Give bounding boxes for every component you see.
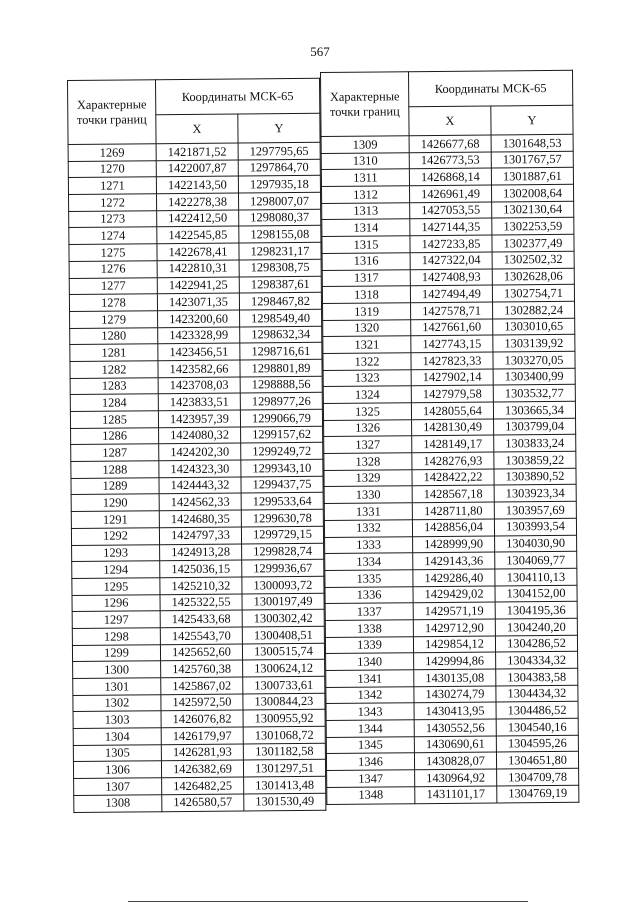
coord-y: 1303859,22 xyxy=(494,451,576,468)
coord-y: 1301887,61 xyxy=(491,168,573,185)
point-number: 1273 xyxy=(69,210,157,227)
coord-x: 1429286,40 xyxy=(413,569,495,586)
point-number: 1325 xyxy=(323,403,411,420)
point-number: 1339 xyxy=(325,636,413,653)
coord-y: 1303400,99 xyxy=(493,368,575,385)
coord-y: 1304434,32 xyxy=(496,685,578,702)
coord-y: 1299343,10 xyxy=(241,459,323,476)
coord-y: 1301068,72 xyxy=(243,726,325,743)
point-number: 1278 xyxy=(69,294,157,311)
coord-x: 1429429,02 xyxy=(413,586,495,603)
coord-x: 1423708,03 xyxy=(158,377,240,394)
coord-y: 1298080,37 xyxy=(239,209,321,226)
coord-y: 1298387,61 xyxy=(239,276,321,293)
coord-x: 1426580,57 xyxy=(162,794,244,811)
coord-x: 1423833,51 xyxy=(158,393,240,410)
coord-x: 1423200,60 xyxy=(158,310,240,327)
point-number: 1320 xyxy=(323,319,411,336)
coord-y: 1301297,51 xyxy=(243,760,325,777)
coord-x: 1428567,18 xyxy=(412,485,494,502)
point-number: 1277 xyxy=(69,277,157,294)
point-number: 1288 xyxy=(71,461,159,478)
coord-x: 1427661,60 xyxy=(411,319,493,336)
point-number: 1321 xyxy=(323,336,411,353)
coord-x: 1426076,82 xyxy=(161,710,243,727)
point-number: 1293 xyxy=(72,544,160,561)
coord-y: 1304069,77 xyxy=(495,551,577,568)
point-number: 1307 xyxy=(74,778,162,795)
coord-y: 1298007,07 xyxy=(238,192,320,209)
point-number: 1286 xyxy=(71,427,159,444)
coord-x: 1428149,17 xyxy=(412,435,494,452)
coord-x: 1427494,49 xyxy=(410,285,492,302)
coord-x: 1431101,17 xyxy=(415,786,497,803)
coord-y: 1297864,70 xyxy=(238,159,320,176)
point-number: 1281 xyxy=(70,344,158,361)
coord-y: 1303993,54 xyxy=(494,518,576,535)
coord-y: 1303270,05 xyxy=(493,351,575,368)
coord-y: 1302628,06 xyxy=(492,268,574,285)
coord-x: 1428422,22 xyxy=(412,469,494,486)
coord-y: 1304486,52 xyxy=(496,702,578,719)
coord-x: 1428055,64 xyxy=(411,402,493,419)
coord-x: 1427322,04 xyxy=(410,252,492,269)
coord-y: 1302253,59 xyxy=(492,218,574,235)
point-number: 1324 xyxy=(323,386,411,403)
table-row xyxy=(327,785,579,804)
coord-x: 1427144,35 xyxy=(410,218,492,235)
coord-x: 1428999,90 xyxy=(413,535,495,552)
coord-y: 1304286,52 xyxy=(495,635,577,652)
point-number: 1303 xyxy=(73,711,161,728)
point-number: 1345 xyxy=(326,736,414,753)
point-number: 1269 xyxy=(68,144,156,161)
header-y: Y xyxy=(238,113,320,143)
coord-y: 1298716,61 xyxy=(240,343,322,360)
point-number: 1335 xyxy=(325,570,413,587)
coord-y: 1298801,89 xyxy=(240,359,322,376)
point-number: 1282 xyxy=(70,361,158,378)
point-number: 1302 xyxy=(73,694,161,711)
table-body-left xyxy=(68,142,326,812)
coord-y: 1300515,74 xyxy=(242,643,324,660)
coord-y: 1301413,48 xyxy=(244,776,326,793)
point-number: 1319 xyxy=(323,303,411,320)
coord-x: 1430552,56 xyxy=(414,719,496,736)
coord-y: 1304110,13 xyxy=(495,568,577,585)
coord-x: 1430828,07 xyxy=(414,752,496,769)
coord-y: 1303890,52 xyxy=(494,468,576,485)
coord-x: 1424443,32 xyxy=(159,477,241,494)
coord-x: 1424202,30 xyxy=(159,443,241,460)
point-number: 1343 xyxy=(326,703,414,720)
coord-x: 1426482,25 xyxy=(162,777,244,794)
point-number: 1334 xyxy=(325,553,413,570)
header-coords: Координаты МСК-65 xyxy=(156,78,320,114)
coord-x: 1425433,68 xyxy=(160,610,242,627)
coord-x: 1428711,80 xyxy=(412,502,494,519)
coord-y: 1297795,65 xyxy=(238,142,320,159)
header-x: X xyxy=(156,114,238,144)
coord-y: 1304030,90 xyxy=(495,535,577,552)
point-number: 1332 xyxy=(324,520,412,537)
coord-y: 1304651,80 xyxy=(496,752,578,769)
coord-x: 1422810,31 xyxy=(157,260,239,277)
point-number: 1340 xyxy=(326,653,414,670)
page-number: 567 xyxy=(310,44,330,59)
coord-y: 1298231,17 xyxy=(239,242,321,259)
point-number: 1287 xyxy=(71,444,159,461)
coord-x: 1424080,32 xyxy=(159,427,241,444)
point-number: 1342 xyxy=(326,686,414,703)
point-number: 1300 xyxy=(73,661,161,678)
coord-y: 1303139,92 xyxy=(493,335,575,352)
point-number: 1309 xyxy=(321,136,409,153)
coordinates-table-right xyxy=(320,70,579,805)
coord-x: 1425972,50 xyxy=(161,694,243,711)
point-number: 1290 xyxy=(71,494,159,511)
coord-x: 1429854,12 xyxy=(413,636,495,653)
coord-y: 1304152,00 xyxy=(495,585,577,602)
point-number: 1348 xyxy=(327,787,415,804)
point-number: 1271 xyxy=(68,177,156,194)
coord-x: 1429143,36 xyxy=(413,552,495,569)
coord-x: 1427743,15 xyxy=(411,335,493,352)
coord-y: 1298467,82 xyxy=(239,292,321,309)
point-number: 1299 xyxy=(72,644,160,661)
point-number: 1344 xyxy=(326,720,414,737)
point-number: 1306 xyxy=(73,761,161,778)
coord-y: 1299630,78 xyxy=(241,509,323,526)
page-bottom-edge xyxy=(128,901,528,902)
coord-x: 1423456,51 xyxy=(158,343,240,360)
point-number: 1279 xyxy=(70,311,158,328)
coord-x: 1423328,99 xyxy=(158,327,240,344)
coord-y: 1304334,32 xyxy=(496,652,578,669)
point-number: 1292 xyxy=(71,528,159,545)
coord-y: 1299936,67 xyxy=(242,559,324,576)
coord-x: 1422545,85 xyxy=(157,226,239,243)
coord-x: 1426281,93 xyxy=(161,744,243,761)
point-number: 1270 xyxy=(68,160,156,177)
point-number: 1312 xyxy=(321,186,409,203)
coord-y: 1299437,75 xyxy=(241,476,323,493)
coord-y: 1299828,74 xyxy=(242,543,324,560)
point-number: 1272 xyxy=(68,194,156,211)
coord-y: 1302882,24 xyxy=(493,301,575,318)
coord-y: 1301182,58 xyxy=(243,743,325,760)
coord-y: 1304195,36 xyxy=(495,602,577,619)
point-number: 1310 xyxy=(321,152,409,169)
coord-x: 1428276,93 xyxy=(412,452,494,469)
point-number: 1336 xyxy=(325,586,413,603)
point-number: 1346 xyxy=(326,753,414,770)
coord-y: 1304595,26 xyxy=(496,735,578,752)
coord-x: 1424680,35 xyxy=(159,510,241,527)
point-number: 1318 xyxy=(322,286,410,303)
coord-x: 1423957,39 xyxy=(158,410,240,427)
coord-y: 1304769,19 xyxy=(497,785,579,802)
coord-x: 1430413,95 xyxy=(414,702,496,719)
coord-y: 1303957,69 xyxy=(494,501,576,518)
coord-y: 1304709,78 xyxy=(497,768,579,785)
header-coords: Координаты МСК-65 xyxy=(409,70,573,106)
coord-x: 1430135,08 xyxy=(414,669,496,686)
point-number: 1341 xyxy=(326,670,414,687)
coord-y: 1299066,79 xyxy=(240,409,322,426)
coord-x: 1423071,35 xyxy=(157,293,239,310)
coord-y: 1298155,08 xyxy=(239,226,321,243)
coord-x: 1422678,41 xyxy=(157,243,239,260)
point-number: 1301 xyxy=(73,678,161,695)
coord-y: 1298977,26 xyxy=(240,393,322,410)
point-number: 1326 xyxy=(324,419,412,436)
coord-y: 1303665,34 xyxy=(493,401,575,418)
coord-y: 1302502,32 xyxy=(492,251,574,268)
coord-y: 1299533,64 xyxy=(241,493,323,510)
coord-x: 1422941,25 xyxy=(157,277,239,294)
coord-x: 1427053,55 xyxy=(410,202,492,219)
point-number: 1283 xyxy=(70,377,158,394)
coord-x: 1430964,92 xyxy=(415,769,497,786)
coord-y: 1300844,23 xyxy=(243,693,325,710)
coord-y: 1301530,49 xyxy=(244,793,326,810)
point-number: 1329 xyxy=(324,469,412,486)
coord-x: 1426382,69 xyxy=(161,760,243,777)
coord-y: 1304240,20 xyxy=(495,618,577,635)
coord-y: 1301648,53 xyxy=(491,134,573,151)
coord-x: 1428130,49 xyxy=(412,419,494,436)
point-number: 1291 xyxy=(71,511,159,528)
point-number: 1308 xyxy=(74,795,162,812)
coord-x: 1425867,02 xyxy=(161,677,243,694)
coord-x: 1424797,33 xyxy=(159,527,241,544)
point-number: 1294 xyxy=(72,561,160,578)
coord-x: 1424562,33 xyxy=(159,493,241,510)
coord-x: 1422007,87 xyxy=(156,160,238,177)
coord-y: 1300955,92 xyxy=(243,710,325,727)
coord-x: 1426868,14 xyxy=(409,168,491,185)
coord-x: 1427578,71 xyxy=(411,302,493,319)
point-number: 1313 xyxy=(322,202,410,219)
coord-y: 1298632,34 xyxy=(240,326,322,343)
header-y: Y xyxy=(491,105,573,135)
coord-x: 1425322,55 xyxy=(160,594,242,611)
coord-x: 1421871,52 xyxy=(156,143,238,160)
coord-y: 1297935,18 xyxy=(238,176,320,193)
coord-x: 1424913,28 xyxy=(160,543,242,560)
coord-y: 1299249,72 xyxy=(241,443,323,460)
point-number: 1274 xyxy=(69,227,157,244)
coord-x: 1425760,38 xyxy=(161,660,243,677)
point-number: 1276 xyxy=(69,261,157,278)
coord-y: 1298549,40 xyxy=(240,309,322,326)
point-number: 1297 xyxy=(72,611,160,628)
coord-x: 1426773,53 xyxy=(409,152,491,169)
point-number: 1275 xyxy=(69,244,157,261)
coord-y: 1300302,42 xyxy=(242,610,324,627)
point-number: 1316 xyxy=(322,253,410,270)
coord-x: 1430274,79 xyxy=(414,686,496,703)
coord-y: 1304540,16 xyxy=(496,718,578,735)
coord-y: 1300197,49 xyxy=(242,593,324,610)
point-number: 1323 xyxy=(323,369,411,386)
coord-x: 1429571,19 xyxy=(413,602,495,619)
coord-y: 1303532,77 xyxy=(493,385,575,402)
coord-x: 1427902,14 xyxy=(411,369,493,386)
coord-y: 1303799,04 xyxy=(494,418,576,435)
point-number: 1295 xyxy=(72,578,160,595)
coord-y: 1300733,61 xyxy=(243,676,325,693)
header-x: X xyxy=(409,106,491,136)
point-number: 1337 xyxy=(325,603,413,620)
coord-x: 1429712,90 xyxy=(413,619,495,636)
coord-y: 1300408,51 xyxy=(242,626,324,643)
coord-y: 1298888,56 xyxy=(240,376,322,393)
coord-x: 1426961,49 xyxy=(409,185,491,202)
point-number: 1330 xyxy=(324,486,412,503)
coord-x: 1422412,50 xyxy=(157,210,239,227)
point-number: 1328 xyxy=(324,453,412,470)
coord-y: 1302008,64 xyxy=(491,184,573,201)
coord-x: 1422143,50 xyxy=(156,176,238,193)
point-number: 1289 xyxy=(71,477,159,494)
coord-y: 1301767,57 xyxy=(491,151,573,168)
point-number: 1347 xyxy=(327,770,415,787)
point-number: 1305 xyxy=(73,744,161,761)
table-row xyxy=(74,793,326,812)
point-number: 1314 xyxy=(322,219,410,236)
coord-x: 1429994,86 xyxy=(414,652,496,669)
point-number: 1317 xyxy=(322,269,410,286)
coord-x: 1426179,97 xyxy=(161,727,243,744)
coord-x: 1427823,33 xyxy=(411,352,493,369)
point-number: 1327 xyxy=(324,436,412,453)
coord-y: 1299157,62 xyxy=(241,426,323,443)
coord-y: 1303923,34 xyxy=(494,485,576,502)
coord-y: 1302377,49 xyxy=(492,234,574,251)
coord-y: 1303010,65 xyxy=(493,318,575,335)
point-number: 1338 xyxy=(325,620,413,637)
coord-y: 1300093,72 xyxy=(242,576,324,593)
coord-x: 1425210,32 xyxy=(160,577,242,594)
coord-y: 1298308,75 xyxy=(239,259,321,276)
point-number: 1331 xyxy=(324,503,412,520)
coord-x: 1427408,93 xyxy=(410,269,492,286)
coord-x: 1428856,04 xyxy=(412,519,494,536)
coord-y: 1302754,71 xyxy=(492,284,574,301)
point-number: 1311 xyxy=(321,169,409,186)
coord-x: 1423582,66 xyxy=(158,360,240,377)
point-number: 1296 xyxy=(72,594,160,611)
point-number: 1280 xyxy=(70,327,158,344)
coord-x: 1425036,15 xyxy=(160,560,242,577)
table-body-right xyxy=(321,134,579,804)
coord-y: 1300624,12 xyxy=(243,660,325,677)
coord-x: 1424323,30 xyxy=(159,460,241,477)
point-number: 1284 xyxy=(70,394,158,411)
coord-y: 1302130,64 xyxy=(492,201,574,218)
header-points: Характерные точки границ xyxy=(68,80,157,145)
coord-y: 1303833,24 xyxy=(494,435,576,452)
coordinates-table-left xyxy=(67,78,326,813)
coord-x: 1426677,68 xyxy=(409,135,491,152)
point-number: 1315 xyxy=(322,236,410,253)
coord-y: 1304383,58 xyxy=(496,668,578,685)
coord-y: 1299729,15 xyxy=(241,526,323,543)
point-number: 1298 xyxy=(72,628,160,645)
point-number: 1333 xyxy=(325,536,413,553)
point-number: 1304 xyxy=(73,728,161,745)
coord-x: 1425652,60 xyxy=(160,644,242,661)
point-number: 1285 xyxy=(70,411,158,428)
coord-x: 1425543,70 xyxy=(160,627,242,644)
coord-x: 1422278,38 xyxy=(156,193,238,210)
coord-x: 1430690,61 xyxy=(414,736,496,753)
point-number: 1322 xyxy=(323,353,411,370)
coord-x: 1427979,58 xyxy=(411,385,493,402)
coord-x: 1427233,85 xyxy=(410,235,492,252)
header-points: Характерные точки границ xyxy=(321,72,410,137)
